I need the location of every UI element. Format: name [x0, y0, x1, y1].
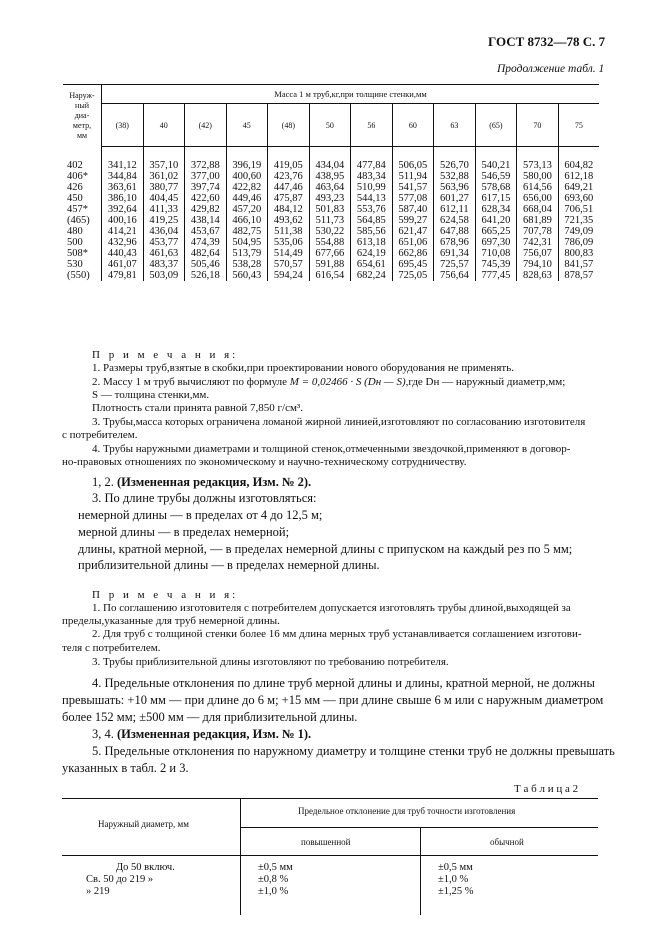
- table-row: [63, 259, 599, 270]
- mass-cell: 786,09: [564, 237, 594, 248]
- mass-cell: 745,39: [475, 259, 517, 270]
- mass-cell: 438,14: [185, 215, 227, 226]
- mass-cell: 691,34: [434, 248, 476, 259]
- mass-cell: 560,43: [226, 270, 268, 281]
- mass-cell: 372,88: [185, 147, 227, 172]
- mass-cell: 564,85: [351, 215, 393, 226]
- mass-cell: 594,24: [268, 270, 310, 281]
- mass-cell: 429,82: [185, 204, 227, 215]
- table2-body-divider: [420, 855, 421, 915]
- mass-formula: M = 0,02466 · S (Dн — S): [289, 376, 406, 388]
- mass-cell: 396,19: [226, 147, 268, 172]
- diameter-column-header: Наруж- ный диа- метр, мм: [63, 85, 102, 147]
- mass-cell: 563,96: [434, 182, 476, 193]
- mass-cell: 678,96: [434, 237, 476, 248]
- mass-cell: 453,67: [185, 226, 227, 237]
- note2-2-cont: теля с потребителем.: [62, 642, 161, 654]
- mass-cell: 510,99: [351, 182, 393, 193]
- mass-cell: 526,70: [434, 147, 476, 172]
- table2-row3-diameter: » 219: [86, 886, 110, 897]
- mass-cell: 438,95: [309, 171, 351, 182]
- diameter-cell: 480: [63, 226, 102, 237]
- mass-cell: 514,49: [268, 248, 310, 259]
- length-item-4: приблизительной длины — в пределах немерной длины.: [78, 558, 380, 572]
- mass-cell: 841,57: [564, 259, 594, 270]
- diameter-cell: 508*: [63, 248, 102, 259]
- diameter-cell: 457*: [63, 204, 102, 215]
- mass-cell: 662,86: [392, 248, 434, 259]
- mass-cell: 535,06: [268, 237, 310, 248]
- thickness-column-header: (65): [475, 104, 517, 147]
- mass-cell: 504,95: [226, 237, 268, 248]
- note1-4-cont: но-правовых отношениях по экономическому и научно-техническому сотрудничеству.: [62, 456, 467, 468]
- mass-cell: 400,60: [226, 171, 268, 182]
- clause-4-line2: превышать: +10 мм — при длине до 6 м; +15 мм — при длине свыше 6 м или с наружным диаметром: [62, 693, 604, 707]
- mass-cell: 540,21: [475, 147, 517, 172]
- mass-cell: 530,22: [309, 226, 351, 237]
- mass-cell: 628,34: [475, 204, 517, 215]
- diameter-cell: 450: [63, 193, 102, 204]
- page-header: ГОСТ 8732—78 С. 7: [488, 34, 606, 49]
- note1-3: 3. Трубы,масса которых ограничена ломаной жирной линией,изготовляют по согласованию изготовителя: [92, 416, 586, 428]
- mass-cell: 621,47: [392, 226, 434, 237]
- note1-1: 1. Размеры труб,взятые в скобки,при проектировании нового оборудования не применять.: [92, 362, 514, 374]
- table2-body-divider-main: [240, 855, 241, 915]
- mass-cell: 541,57: [392, 182, 434, 193]
- mass-cell: 725,57: [434, 259, 476, 270]
- mass-cell: 482,64: [185, 248, 227, 259]
- table2-header-rule: [62, 855, 598, 856]
- mass-cell: 604,82: [564, 160, 594, 171]
- table2-row3-increased: ±1,0 %: [258, 886, 289, 897]
- mass-cell: 453,77: [143, 237, 185, 248]
- table2-span-header: Предельное отклонение для труб точности изготовления: [298, 806, 516, 816]
- table2-diameter-header: Наружный диаметр, мм: [98, 819, 189, 829]
- mass-cell: 654,61: [351, 259, 393, 270]
- table2-divider-sub: [420, 827, 421, 855]
- mass-cell: 357,10: [143, 147, 185, 172]
- mass-cell: 466,10: [226, 215, 268, 226]
- diameter-cell: (550): [63, 270, 102, 281]
- diameter-cell: 530: [63, 259, 102, 270]
- mass-cell: 617,15: [475, 193, 517, 204]
- mass-cell: 447,46: [268, 182, 310, 193]
- mass-cell: 587,40: [392, 204, 434, 215]
- mass-cell: 612,18: [564, 171, 594, 182]
- table-row: [63, 147, 599, 172]
- mass-cell: 392,64: [102, 204, 144, 215]
- mass-cell: 538,28: [226, 259, 268, 270]
- note1-3-cont: с потребителем.: [62, 429, 138, 441]
- mass-cell: 697,30: [475, 237, 517, 248]
- table2-increased-header: повышенной: [301, 837, 351, 847]
- mass-cell: 414,21: [102, 226, 144, 237]
- mass-cell: 513,79: [226, 248, 268, 259]
- edition-note-b: 3, 4. (Измененная редакция, Изм. № 1).: [92, 727, 312, 741]
- diameter-cell: 402: [63, 147, 102, 172]
- mass-cell: 742,31: [517, 237, 559, 248]
- clause-4-line1: 4. Предельные отклонения по длине труб мерной длины и длины, кратной мерной, не должны: [92, 676, 595, 690]
- mass-cell: 695,45: [392, 259, 434, 270]
- note2-1: 1. По соглашению изготовителя с потребителем допускается изготовлять трубы длиной,выходящей за: [92, 602, 571, 614]
- mass-cell: 461,63: [143, 248, 185, 259]
- mass-cell: 511,73: [309, 215, 351, 226]
- length-item-3: длины, кратной мерной, — в пределах немерной длины с припуском на каждый рез по 5 мм;: [78, 542, 573, 556]
- mass-cell: 794,10: [517, 259, 559, 270]
- mass-cell: 474,39: [185, 237, 227, 248]
- mass-cell: 436,04: [143, 226, 185, 237]
- mass-cell: 419,25: [143, 215, 185, 226]
- table-row: [63, 226, 599, 237]
- mass-cell: 570,57: [268, 259, 310, 270]
- notes2-title: П р и м е ч а н и я:: [92, 589, 239, 601]
- mass-cell: 800,83: [564, 248, 594, 259]
- thickness-column-header: 40: [143, 104, 185, 147]
- mass-cell: 612,11: [434, 204, 476, 215]
- diameter-cell: 500: [63, 237, 102, 248]
- mass-cell: 422,60: [185, 193, 227, 204]
- thickness-column-header: 56: [351, 104, 393, 147]
- mass-cell: 580,00: [517, 171, 559, 182]
- note1-2-density: Плотность стали принята равной 7,850 г/см³.: [92, 402, 303, 414]
- notes1-title: П р и м е ч а н и я:: [92, 349, 239, 361]
- mass-cell: 599,27: [392, 215, 434, 226]
- thickness-column-header: (48): [268, 104, 310, 147]
- length-item-1: немерной длины — в пределах от 4 до 12,5 м;: [78, 508, 323, 522]
- mass-cell: 493,23: [309, 193, 351, 204]
- mass-cell: 613,18: [351, 237, 393, 248]
- table-row: [63, 215, 599, 226]
- mass-table: [63, 84, 599, 281]
- mass-cell: 656,00: [517, 193, 559, 204]
- mass-cell: 479,81: [102, 270, 144, 281]
- mass-cell: 578,68: [475, 182, 517, 193]
- diameter-cell: 406*: [63, 171, 102, 182]
- mass-cell: 477,84: [351, 147, 393, 172]
- mass-cell: 483,37: [143, 259, 185, 270]
- mass-cell: 651,06: [392, 237, 434, 248]
- mass-cell: 677,66: [309, 248, 351, 259]
- mass-cell: 386,10: [102, 193, 144, 204]
- mass-cell: 506,05: [392, 147, 434, 172]
- mass-cell: 878,57: [564, 270, 594, 281]
- thickness-column-header: 60: [392, 104, 434, 147]
- mass-span-header: Масса 1 м труб,кг,при толщине стенки,мм: [102, 85, 600, 104]
- table2-caption: Т а б л и ц а 2: [514, 783, 579, 795]
- mass-cell: 461,07: [102, 259, 144, 270]
- clause-3: 3. По длине трубы должны изготовляться:: [92, 491, 317, 505]
- mass-cell: 591,88: [309, 259, 351, 270]
- mass-cell: 693,60: [564, 193, 594, 204]
- mass-cell: 493,62: [268, 215, 310, 226]
- mass-cell: 344,84: [102, 171, 144, 182]
- mass-cell: 749,09: [564, 226, 594, 237]
- mass-cell: 710,08: [475, 248, 517, 259]
- thickness-column-header: 45: [226, 104, 268, 147]
- mass-cell: 484,12: [268, 204, 310, 215]
- mass-cell: 649,21: [564, 182, 594, 193]
- table-row: [63, 248, 599, 259]
- mass-cell: 419,05: [268, 147, 310, 172]
- mass-cell: 404,45: [143, 193, 185, 204]
- table-row: [63, 182, 599, 193]
- diameter-cell: (465): [63, 215, 102, 226]
- table-row: [63, 193, 599, 204]
- table-row: [63, 270, 599, 281]
- clause-4-line3: более 152 мм; ±500 мм — для приблизительной длины.: [62, 710, 358, 724]
- mass-cell: 440,43: [102, 248, 144, 259]
- mass-cell: 361,02: [143, 171, 185, 182]
- mass-cell: 828,63: [517, 270, 559, 281]
- mass-cell: 503,09: [143, 270, 185, 281]
- mass-cell: 756,64: [434, 270, 476, 281]
- table2-mid-rule: [240, 827, 598, 828]
- mass-cell: 377,00: [185, 171, 227, 182]
- note2-3: 3. Трубы приблизительной длины изготовляют по требованию потребителя.: [92, 656, 449, 668]
- mass-cell: 614,56: [517, 182, 559, 193]
- mass-cell: 544,13: [351, 193, 393, 204]
- mass-cell: 682,24: [351, 270, 393, 281]
- length-item-2: мерной длины — в пределах немерной;: [78, 525, 290, 539]
- mass-cell: 363,61: [102, 182, 144, 193]
- mass-cell: 532,88: [434, 171, 476, 182]
- mass-cell: 501,83: [309, 204, 351, 215]
- mass-cell: 422,82: [226, 182, 268, 193]
- note2-2: 2. Для труб с толщиной стенки более 16 мм длина мерных труб устанавливается соглашением изготови-: [92, 628, 582, 640]
- mass-cell: 577,08: [392, 193, 434, 204]
- mass-cell: 434,04: [309, 147, 351, 172]
- table2-row1-normal: ±0,5 мм: [438, 862, 473, 873]
- mass-cell: 341,12: [102, 147, 144, 172]
- mass-cell: 432,96: [102, 237, 144, 248]
- mass-cell: 641,20: [475, 215, 517, 226]
- table2-row2-diameter: Св. 50 до 219 »: [86, 874, 154, 885]
- table-row: [63, 204, 599, 215]
- thickness-column-header: 70: [517, 104, 559, 147]
- mass-cell: 585,56: [351, 226, 393, 237]
- mass-cell: 463,64: [309, 182, 351, 193]
- mass-cell: 380,77: [143, 182, 185, 193]
- table-continuation-label: Продолжение табл. 1: [497, 63, 605, 75]
- table2-row1-diameter: До 50 включ.: [116, 862, 175, 873]
- table2-top-rule: [62, 798, 598, 799]
- mass-cell: 665,25: [475, 226, 517, 237]
- mass-cell: 616,54: [309, 270, 351, 281]
- mass-cell: 647,88: [434, 226, 476, 237]
- mass-cell: 554,88: [309, 237, 351, 248]
- edition-note-a: 1, 2. (Измененная редакция, Изм. № 2).: [92, 475, 312, 489]
- thickness-column-header: (42): [185, 104, 227, 147]
- mass-cell: 482,75: [226, 226, 268, 237]
- note1-2: 2. Массу 1 м труб вычисляют по формуле M = 0,02466 · S (Dн — S),где Dн — наружный диаметр,мм;: [92, 376, 566, 388]
- mass-cell: 706,51: [564, 204, 594, 215]
- table2-row3-normal: ±1,25 %: [438, 886, 474, 897]
- mass-cell: 411,33: [143, 204, 185, 215]
- thickness-column-header: (38): [102, 104, 144, 147]
- thickness-column-header: 75: [558, 104, 599, 147]
- mass-cell: 526,18: [185, 270, 227, 281]
- mass-cell: 400,16: [102, 215, 144, 226]
- mass-cell: 483,34: [351, 171, 393, 182]
- mass-cell: 601,27: [434, 193, 476, 204]
- mass-cell: 573,13: [517, 147, 559, 172]
- table-row: [63, 171, 599, 182]
- mass-cell: 511,38: [268, 226, 310, 237]
- mass-cell: 668,04: [517, 204, 559, 215]
- table2-row2-increased: ±0,8 %: [258, 874, 289, 885]
- mass-cell: 505,46: [185, 259, 227, 270]
- mass-cell: 777,45: [475, 270, 517, 281]
- clause-5-line2: указанных в табл. 2 и 3.: [62, 761, 189, 775]
- mass-cell: 681,89: [517, 215, 559, 226]
- table-row: [63, 237, 599, 248]
- table2-row2-normal: ±1,0 %: [438, 874, 469, 885]
- mass-cell: 449,46: [226, 193, 268, 204]
- mass-cell: 475,87: [268, 193, 310, 204]
- mass-cell: 624,19: [351, 248, 393, 259]
- mass-cell: 553,76: [351, 204, 393, 215]
- clause-5-line1: 5. Предельные отклонения по наружному диаметру и толщине стенки труб не должны превышать: [92, 744, 615, 758]
- thickness-column-header: 63: [434, 104, 476, 147]
- table2-normal-header: обычной: [490, 837, 524, 847]
- table2-row1-increased: ±0,5 мм: [258, 862, 293, 873]
- mass-cell: 624,58: [434, 215, 476, 226]
- note1-4: 4. Трубы наружными диаметрами и толщиной стенок,отмеченными звездочкой,применяют в договор-: [92, 443, 571, 455]
- mass-cell: 457,20: [226, 204, 268, 215]
- thickness-column-header: 50: [309, 104, 351, 147]
- diameter-cell: 426: [63, 182, 102, 193]
- mass-cell: 725,05: [392, 270, 434, 281]
- note2-1-cont: пределы,указанные для труб немерной длины.: [62, 615, 280, 627]
- mass-cell: 423,76: [268, 171, 310, 182]
- mass-cell: 397,74: [185, 182, 227, 193]
- mass-cell: 721,35: [564, 215, 594, 226]
- mass-cell: 546,59: [475, 171, 517, 182]
- note1-2-s: S — толщина стенки,мм.: [92, 389, 210, 401]
- mass-cell: 707,78: [517, 226, 559, 237]
- mass-cell: 511,94: [392, 171, 434, 182]
- mass-cell: 756,07: [517, 248, 559, 259]
